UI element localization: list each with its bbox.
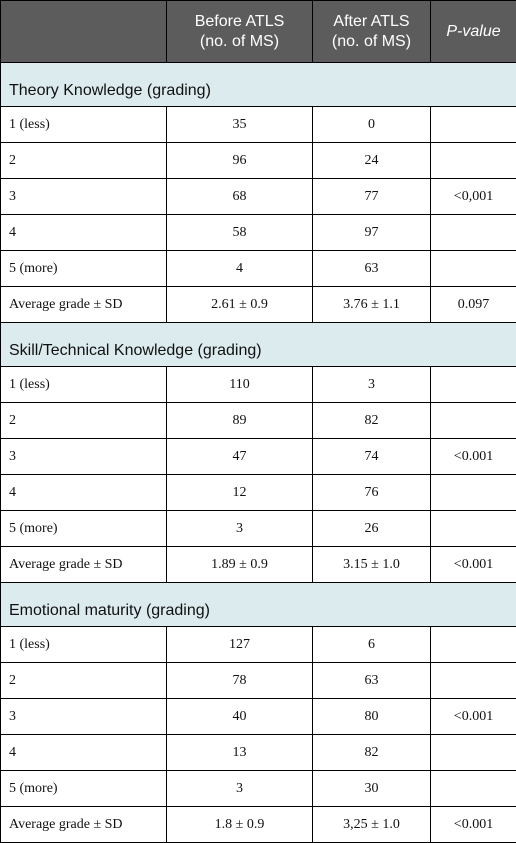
grade-label-cell: 2 [1, 143, 167, 179]
table-row [1, 627, 516, 663]
grade-label-cell: 1 (less) [1, 367, 167, 403]
before-atls-cell: 35 [167, 107, 313, 143]
p-value-cell [431, 735, 516, 771]
p-value-cell [431, 771, 516, 807]
section-title: Theory Knowledge (grading) [1, 63, 516, 107]
before-atls-cell: 96 [167, 143, 313, 179]
header-after-line2: (no. of MS) [313, 32, 430, 52]
table-row [1, 511, 516, 547]
p-value-cell [431, 663, 516, 699]
after-atls-cell: 80 [313, 699, 431, 735]
header-empty-cell [1, 1, 167, 63]
after-atls-cell: 63 [313, 251, 431, 287]
after-atls-cell: 3,25 ± 1.0 [313, 807, 431, 843]
after-atls-cell: 3 [313, 367, 431, 403]
table-body [1, 63, 516, 843]
grade-label-cell: Average grade ± SD [1, 287, 167, 323]
p-value-cell [431, 215, 516, 251]
after-atls-cell: 63 [313, 663, 431, 699]
before-atls-cell: 47 [167, 439, 313, 475]
before-atls-cell: 1.8 ± 0.9 [167, 807, 313, 843]
p-value-cell [431, 627, 516, 663]
grade-label-cell: 5 (more) [1, 251, 167, 287]
section-title: Skill/Technical Knowledge (grading) [1, 323, 516, 367]
section-header-row [1, 583, 516, 627]
p-value-cell: <0.001 [431, 807, 516, 843]
table-row [1, 215, 516, 251]
p-value-cell: <0.001 [431, 547, 516, 583]
after-atls-cell: 3.76 ± 1.1 [313, 287, 431, 323]
header-after-atls [313, 1, 431, 63]
table-row [1, 735, 516, 771]
header-p-value: P-value [431, 1, 516, 63]
table-row [1, 475, 516, 511]
p-value-cell [431, 367, 516, 403]
grade-label-cell: 3 [1, 439, 167, 475]
p-value-cell [431, 511, 516, 547]
table-row [1, 107, 516, 143]
grade-label-cell: 5 (more) [1, 511, 167, 547]
before-atls-cell: 89 [167, 403, 313, 439]
section-title: Emotional maturity (grading) [1, 583, 516, 627]
section-header-row [1, 63, 516, 107]
p-value-cell [431, 107, 516, 143]
header-before-atls [167, 1, 313, 63]
after-atls-cell: 0 [313, 107, 431, 143]
grade-label-cell: 5 (more) [1, 771, 167, 807]
p-value-cell [431, 143, 516, 179]
grade-label-cell: 3 [1, 699, 167, 735]
p-value-cell [431, 475, 516, 511]
before-atls-cell: 58 [167, 215, 313, 251]
after-atls-cell: 82 [313, 735, 431, 771]
p-value-cell: <0.001 [431, 439, 516, 475]
table-row [1, 251, 516, 287]
header-before-line2: (no. of MS) [167, 32, 312, 52]
before-atls-cell: 2.61 ± 0.9 [167, 287, 313, 323]
table-row [1, 771, 516, 807]
after-atls-cell: 77 [313, 179, 431, 215]
after-atls-cell: 74 [313, 439, 431, 475]
after-atls-cell: 76 [313, 475, 431, 511]
grade-label-cell: 4 [1, 475, 167, 511]
after-atls-cell: 24 [313, 143, 431, 179]
table-row [1, 403, 516, 439]
table-row [1, 807, 516, 843]
before-atls-cell: 13 [167, 735, 313, 771]
after-atls-cell: 6 [313, 627, 431, 663]
grade-label-cell: Average grade ± SD [1, 807, 167, 843]
p-value-cell: <0,001 [431, 179, 516, 215]
before-atls-cell: 78 [167, 663, 313, 699]
before-atls-cell: 127 [167, 627, 313, 663]
p-value-cell: 0.097 [431, 287, 516, 323]
table-row [1, 439, 516, 475]
before-atls-cell: 3 [167, 771, 313, 807]
before-atls-cell: 110 [167, 367, 313, 403]
before-atls-cell: 3 [167, 511, 313, 547]
header-before-line1: Before ATLS [167, 12, 312, 32]
before-atls-cell: 1.89 ± 0.9 [167, 547, 313, 583]
after-atls-cell: 26 [313, 511, 431, 547]
table-row [1, 287, 516, 323]
table-row [1, 143, 516, 179]
grade-label-cell: Average grade ± SD [1, 547, 167, 583]
before-atls-cell: 4 [167, 251, 313, 287]
p-value-cell [431, 403, 516, 439]
p-value-cell: <0.001 [431, 699, 516, 735]
section-header-row [1, 323, 516, 367]
before-atls-cell: 68 [167, 179, 313, 215]
table-row [1, 367, 516, 403]
table-header-row [1, 1, 516, 63]
table-row [1, 699, 516, 735]
grade-label-cell: 2 [1, 663, 167, 699]
table-row [1, 547, 516, 583]
after-atls-cell: 82 [313, 403, 431, 439]
after-atls-cell: 30 [313, 771, 431, 807]
grade-label-cell: 1 (less) [1, 107, 167, 143]
header-after-line1: After ATLS [313, 12, 430, 32]
grade-label-cell: 4 [1, 215, 167, 251]
after-atls-cell: 3.15 ± 1.0 [313, 547, 431, 583]
table-row [1, 179, 516, 215]
grade-label-cell: 4 [1, 735, 167, 771]
grade-label-cell: 3 [1, 179, 167, 215]
table-row [1, 663, 516, 699]
before-atls-cell: 40 [167, 699, 313, 735]
before-atls-cell: 12 [167, 475, 313, 511]
p-value-cell [431, 251, 516, 287]
grade-label-cell: 2 [1, 403, 167, 439]
after-atls-cell: 97 [313, 215, 431, 251]
grade-label-cell: 1 (less) [1, 627, 167, 663]
